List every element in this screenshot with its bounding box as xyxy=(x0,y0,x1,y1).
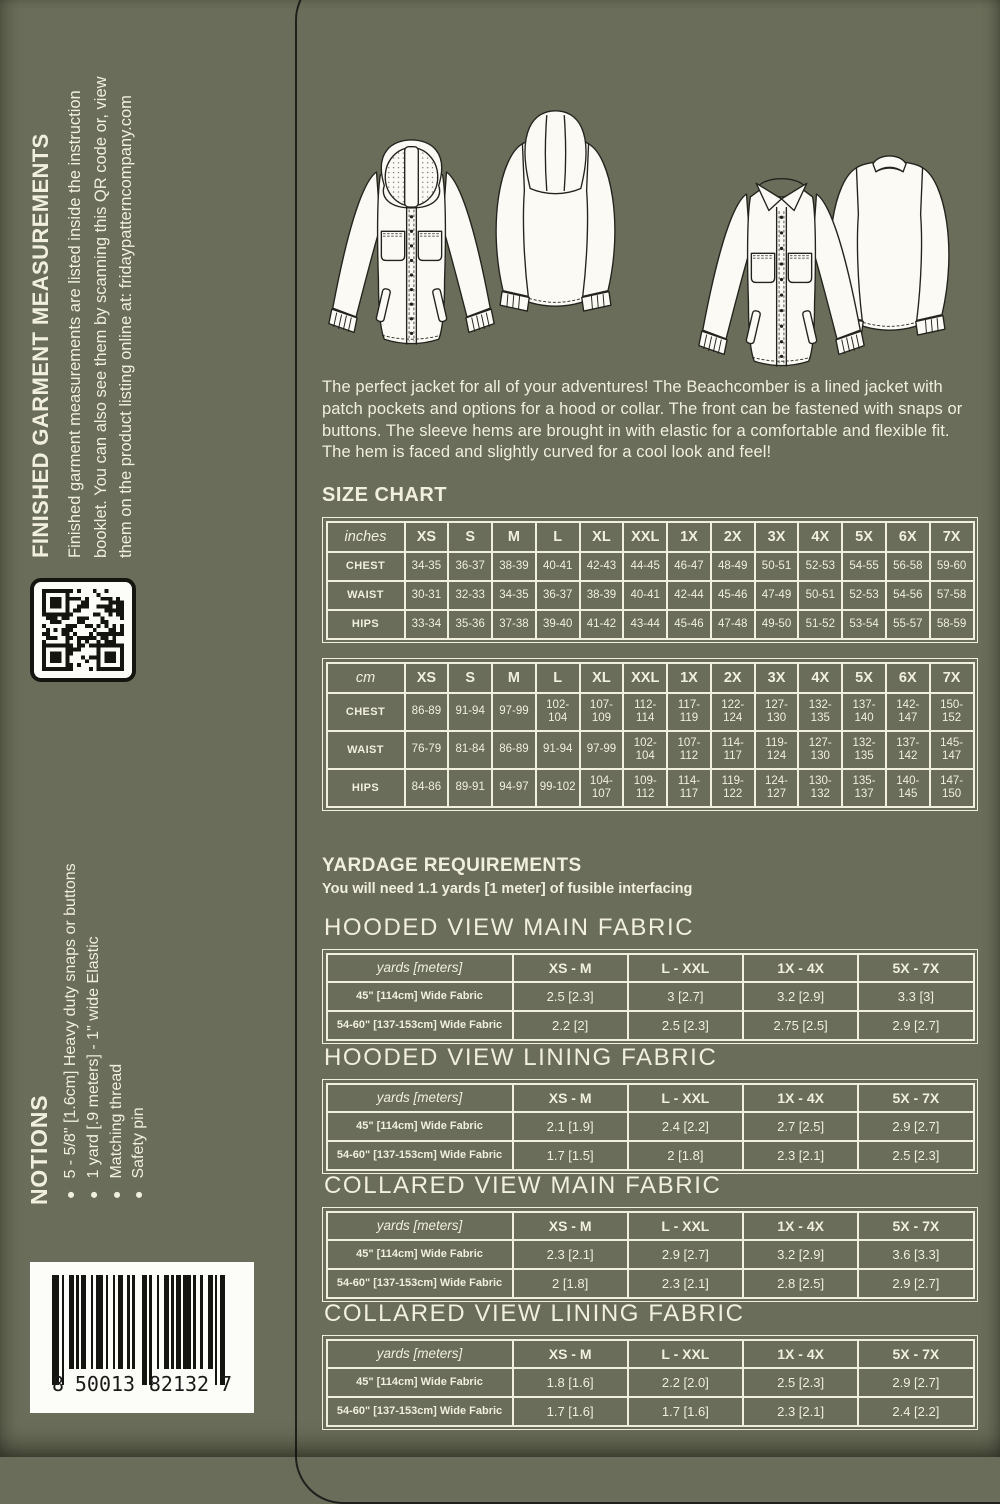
measurement-cell: 76-79 xyxy=(405,731,449,769)
measurement-cell: 50-51 xyxy=(798,581,842,610)
size-row-label: WAIST xyxy=(327,581,405,610)
notions-item: ● Safety pin xyxy=(128,807,150,1199)
yardage-range-cell: 1X - 4X xyxy=(743,1340,858,1368)
notions-item: ● 5 - 5/8" [1.6cm] Heavy duty snaps or buttons xyxy=(60,807,82,1199)
yardage-table xyxy=(322,1207,978,1302)
yardage-range-cell: XS - M xyxy=(513,1340,628,1368)
size-chart-tables xyxy=(322,517,978,811)
yardage-data-row xyxy=(327,1112,974,1141)
yardage-value-cell: 2.9 [2.7] xyxy=(858,1368,973,1397)
measurement-cell: 38-39 xyxy=(580,581,624,610)
yardage-row-label: 45" [114cm] Wide Fabric xyxy=(327,982,513,1011)
measurement-cell: 84-86 xyxy=(405,769,449,807)
yardage-data-row xyxy=(327,1011,974,1040)
measurement-cell: 37-38 xyxy=(492,610,536,639)
size-data-row xyxy=(327,769,974,807)
yardage-section xyxy=(322,914,978,1044)
yardage-row-label: 54-60" [137-153cm] Wide Fabric xyxy=(327,1269,513,1298)
measurement-cell: 45-46 xyxy=(711,581,755,610)
yardage-range-cell: 1X - 4X xyxy=(743,954,858,982)
size-header-cell: 1X xyxy=(667,663,711,693)
measurement-cell: 86-89 xyxy=(492,731,536,769)
yardage-unit-cell: yards [meters] xyxy=(327,1340,513,1368)
measurement-cell: 107-109 xyxy=(580,693,624,731)
measurement-cell: 34-35 xyxy=(492,581,536,610)
yardage-value-cell: 2.4 [2.2] xyxy=(628,1112,743,1141)
measurement-cell: 36-37 xyxy=(448,552,492,581)
yardage-range-cell: 1X - 4X xyxy=(743,1084,858,1112)
yardage-value-cell: 2.2 [2] xyxy=(513,1011,628,1040)
notions-item: ● 1 yard [.9 meters] - 1" wide Elastic xyxy=(83,807,105,1199)
measurement-cell: 104-107 xyxy=(580,769,624,807)
size-chart-title: SIZE CHART xyxy=(322,484,447,506)
qr-code-modules xyxy=(41,589,125,671)
size-data-row xyxy=(327,610,974,639)
size-header-cell: XS xyxy=(405,663,449,693)
yardage-value-cell: 2.3 [2.1] xyxy=(743,1397,858,1426)
yardage-view-title: HOODED VIEW MAIN FABRIC xyxy=(324,914,695,941)
measurement-cell: 132-135 xyxy=(798,693,842,731)
yardage-value-cell: 2.9 [2.7] xyxy=(858,1011,973,1040)
size-chart-grid xyxy=(326,662,975,808)
size-header-cell: 7X xyxy=(930,522,974,552)
yardage-header-row xyxy=(327,954,974,982)
yardage-range-cell: XS - M xyxy=(513,1212,628,1240)
main-panel xyxy=(322,0,978,1457)
yardage-view-title: HOODED VIEW LINING FABRIC xyxy=(324,1044,718,1071)
size-row-label: CHEST xyxy=(327,693,405,731)
size-data-row xyxy=(327,552,974,581)
yardage-section xyxy=(322,1300,978,1430)
yardage-header-row xyxy=(327,1340,974,1368)
size-chart-grid xyxy=(326,521,975,640)
notions-heading: NOTIONS xyxy=(26,1094,52,1205)
measurement-cell: 44-45 xyxy=(623,552,667,581)
measurement-cell: 55-57 xyxy=(886,610,930,639)
size-header-cell: 7X xyxy=(930,663,974,693)
measurement-cell: 97-99 xyxy=(492,693,536,731)
yardage-grid xyxy=(326,953,975,1041)
measurement-cell: 52-53 xyxy=(842,581,886,610)
measurement-cell: 41-42 xyxy=(580,610,624,639)
measurement-cell: 117-119 xyxy=(667,693,711,731)
measurement-cell: 132-135 xyxy=(842,731,886,769)
measurement-cell: 142-147 xyxy=(886,693,930,731)
yardage-data-row xyxy=(327,1397,974,1426)
measurement-cell: 53-54 xyxy=(842,610,886,639)
measurement-cell: 38-39 xyxy=(492,552,536,581)
measurement-cell: 99-102 xyxy=(536,769,580,807)
barcode-gap xyxy=(225,1275,232,1369)
size-row-label: HIPS xyxy=(327,610,405,639)
size-header-cell: L xyxy=(536,663,580,693)
barcode-digits: 8 50013 82132 7 xyxy=(52,1372,232,1396)
measurement-cell: 91-94 xyxy=(448,693,492,731)
yardage-value-cell: 3 [2.7] xyxy=(628,982,743,1011)
yardage-value-cell: 2.5 [2.3] xyxy=(743,1368,858,1397)
yardage-value-cell: 2.9 [2.7] xyxy=(858,1269,973,1298)
measurement-cell: 59-60 xyxy=(930,552,974,581)
size-unit-cell: cm xyxy=(327,663,405,693)
bullet-icon: ● xyxy=(130,1190,147,1199)
measurement-cell: 112-114 xyxy=(623,693,667,731)
measurement-cell: 40-41 xyxy=(623,581,667,610)
yardage-data-row xyxy=(327,982,974,1011)
size-header-cell: M xyxy=(492,663,536,693)
barcode-gap xyxy=(135,1275,142,1369)
yardage-range-cell: XS - M xyxy=(513,954,628,982)
yardage-row-label: 45" [114cm] Wide Fabric xyxy=(327,1368,513,1397)
size-header-cell: 5X xyxy=(842,663,886,693)
barcode-bar xyxy=(52,1275,59,1385)
yardage-row-label: 45" [114cm] Wide Fabric xyxy=(327,1240,513,1269)
yardage-value-cell: 2.3 [2.1] xyxy=(513,1240,628,1269)
measurement-cell: 46-47 xyxy=(667,552,711,581)
measurement-cell: 49-50 xyxy=(755,610,799,639)
measurement-cell: 114-117 xyxy=(667,769,711,807)
yardage-data-row xyxy=(327,1368,974,1397)
measurement-cell: 50-51 xyxy=(755,552,799,581)
yardage-row-label: 54-60" [137-153cm] Wide Fabric xyxy=(327,1011,513,1040)
yardage-value-cell: 3.3 [3] xyxy=(858,982,973,1011)
size-header-cell: 2X xyxy=(711,663,755,693)
measurement-cell: 137-140 xyxy=(842,693,886,731)
measurement-cell: 35-36 xyxy=(448,610,492,639)
yardage-row-label: 54-60" [137-153cm] Wide Fabric xyxy=(327,1141,513,1170)
size-header-cell: XS xyxy=(405,522,449,552)
yardage-value-cell: 2.3 [2.1] xyxy=(628,1269,743,1298)
measurement-cell: 42-43 xyxy=(580,552,624,581)
yardage-unit-cell: yards [meters] xyxy=(327,1212,513,1240)
size-row-label: HIPS xyxy=(327,769,405,807)
size-header-cell: 3X xyxy=(755,522,799,552)
yardage-view-title: COLLARED VIEW MAIN FABRIC xyxy=(324,1172,722,1199)
barcode-bar xyxy=(183,1275,190,1369)
measurement-cell: 124-127 xyxy=(755,769,799,807)
bullet-icon: ● xyxy=(107,1190,124,1199)
measurement-cell: 54-56 xyxy=(886,581,930,610)
yardage-data-row xyxy=(327,1269,974,1298)
yardage-value-cell: 2.2 [2.0] xyxy=(628,1368,743,1397)
size-header-cell: L xyxy=(536,522,580,552)
yardage-data-row xyxy=(327,1141,974,1170)
measurement-cell: 57-58 xyxy=(930,581,974,610)
measurement-cell: 51-52 xyxy=(798,610,842,639)
measurement-cell: 34-35 xyxy=(405,552,449,581)
measurement-cell: 32-33 xyxy=(448,581,492,610)
yardage-header-row xyxy=(327,1212,974,1240)
measurement-cell: 86-89 xyxy=(405,693,449,731)
measurement-cell: 137-142 xyxy=(886,731,930,769)
notions-block xyxy=(26,807,158,1205)
measurement-cell: 48-49 xyxy=(711,552,755,581)
measurement-cell: 130-132 xyxy=(798,769,842,807)
measurement-cell: 81-84 xyxy=(448,731,492,769)
measurement-cell: 52-53 xyxy=(798,552,842,581)
measurement-cell: 122-124 xyxy=(711,693,755,731)
size-header-cell: S xyxy=(448,522,492,552)
finished-measurements-text: Finished garment measurements are listed inside the instruction booklet. You can also see them by scanning this QR code or, view them on the product listing online at: fridaypatterncompany.com xyxy=(66,76,136,558)
measurement-cell: 91-94 xyxy=(536,731,580,769)
size-header-cell: XL xyxy=(580,522,624,552)
yardage-value-cell: 1.8 [1.6] xyxy=(513,1368,628,1397)
yardage-subtitle: You will need 1.1 yards [1 meter] of fusible interfacing xyxy=(322,881,693,897)
barcode-bar xyxy=(96,1275,103,1369)
barcode xyxy=(30,1262,254,1413)
measurement-cell: 47-48 xyxy=(711,610,755,639)
yardage-range-cell: L - XXL xyxy=(628,1340,743,1368)
bullet-icon: ● xyxy=(62,1190,78,1199)
yardage-value-cell: 3.2 [2.9] xyxy=(743,982,858,1011)
yardage-range-cell: 5X - 7X xyxy=(858,1340,973,1368)
measurement-cell: 89-91 xyxy=(448,769,492,807)
measurement-cell: 56-58 xyxy=(886,552,930,581)
size-header-cell: XXL xyxy=(623,522,667,552)
measurement-cell: 119-124 xyxy=(755,731,799,769)
measurement-cell: 147-150 xyxy=(930,769,974,807)
pattern-description: The perfect jacket for all of your adventures! The Beachcomber is a lined jacket with patch pockets and options for a hood or collar. The front can be fastened with snaps or buttons. The sleeve hems are brought in with elastic for a comfortable and flexible fit. The hem is faced and slightly curved for a cool look and feel! xyxy=(322,378,963,462)
size-header-row xyxy=(327,522,974,552)
measurement-cell: 58-59 xyxy=(930,610,974,639)
yardage-row-label: 54-60" [137-153cm] Wide Fabric xyxy=(327,1397,513,1426)
yardage-value-cell: 2.8 [2.5] xyxy=(743,1269,858,1298)
yardage-unit-cell: yards [meters] xyxy=(327,1084,513,1112)
yardage-range-cell: 5X - 7X xyxy=(858,1084,973,1112)
measurement-cell: 45-46 xyxy=(667,610,711,639)
qr-code-icon xyxy=(30,578,136,682)
measurement-cell: 54-55 xyxy=(842,552,886,581)
yardage-range-cell: 5X - 7X xyxy=(858,954,973,982)
yardage-value-cell: 2.1 [1.9] xyxy=(513,1112,628,1141)
size-header-cell: M xyxy=(492,522,536,552)
size-header-cell: 1X xyxy=(667,522,711,552)
yardage-value-cell: 2.9 [2.7] xyxy=(858,1112,973,1141)
measurement-cell: 97-99 xyxy=(580,731,624,769)
yardage-value-cell: 2.4 [2.2] xyxy=(858,1397,973,1426)
yardage-value-cell: 1.7 [1.6] xyxy=(628,1397,743,1426)
notions-item: ● Matching thread xyxy=(106,807,128,1199)
yardage-range-cell: L - XXL xyxy=(628,954,743,982)
measurement-cell: 107-112 xyxy=(667,731,711,769)
yardage-value-cell: 2 [1.8] xyxy=(513,1269,628,1298)
yardage-section xyxy=(322,1044,978,1174)
measurement-cell: 42-44 xyxy=(667,581,711,610)
yardage-unit-cell: yards [meters] xyxy=(327,954,513,982)
size-unit-cell: inches xyxy=(327,522,405,552)
yardage-value-cell: 2.9 [2.7] xyxy=(628,1240,743,1269)
size-row-label: CHEST xyxy=(327,552,405,581)
yardage-range-cell: L - XXL xyxy=(628,1084,743,1112)
measurement-cell: 135-137 xyxy=(842,769,886,807)
yardage-table xyxy=(322,1079,978,1174)
yardage-value-cell: 3.6 [3.3] xyxy=(858,1240,973,1269)
measurement-cell: 127-130 xyxy=(798,731,842,769)
size-header-cell: 6X xyxy=(886,663,930,693)
yardage-grid xyxy=(326,1339,975,1427)
measurement-cell: 30-31 xyxy=(405,581,449,610)
measurement-cell: 127-130 xyxy=(755,693,799,731)
hooded-view-back-illustration xyxy=(468,103,643,321)
yardage-header-row xyxy=(327,1084,974,1112)
yardage-title: YARDAGE REQUIREMENTS xyxy=(322,855,582,876)
measurement-cell: 145-147 xyxy=(930,731,974,769)
yardage-row-label: 45" [114cm] Wide Fabric xyxy=(327,1112,513,1141)
yardage-data-row xyxy=(327,1240,974,1269)
size-header-cell: 3X xyxy=(755,663,799,693)
notions-list xyxy=(60,807,150,1205)
yardage-range-cell: 5X - 7X xyxy=(858,1212,973,1240)
size-header-cell: 5X xyxy=(842,522,886,552)
size-data-row xyxy=(327,693,974,731)
yardage-value-cell: 2.5 [2.3] xyxy=(513,982,628,1011)
yardage-value-cell: 2.5 [2.3] xyxy=(858,1141,973,1170)
measurement-cell: 102-104 xyxy=(536,693,580,731)
collared-view-front-illustration xyxy=(694,159,869,377)
yardage-value-cell: 2.3 [2.1] xyxy=(743,1141,858,1170)
measurement-cell: 150-152 xyxy=(930,693,974,731)
yardage-value-cell: 1.7 [1.5] xyxy=(513,1141,628,1170)
garment-illustrations xyxy=(322,85,978,365)
barcode-bars xyxy=(52,1275,232,1369)
yardage-grid xyxy=(326,1083,975,1171)
yardage-table xyxy=(322,949,978,1044)
yardage-value-cell: 2.7 [2.5] xyxy=(743,1112,858,1141)
measurement-cell: 40-41 xyxy=(536,552,580,581)
yardage-range-cell: XS - M xyxy=(513,1084,628,1112)
yardage-value-cell: 2.75 [2.5] xyxy=(743,1011,858,1040)
yardage-value-cell: 2 [1.8] xyxy=(628,1141,743,1170)
measurement-cell: 119-122 xyxy=(711,769,755,807)
size-header-cell: 2X xyxy=(711,522,755,552)
measurement-cell: 94-97 xyxy=(492,769,536,807)
size-header-cell: 6X xyxy=(886,522,930,552)
yardage-value-cell: 2.5 [2.3] xyxy=(628,1011,743,1040)
measurement-cell: 39-40 xyxy=(536,610,580,639)
yardage-value-cell: 3.2 [2.9] xyxy=(743,1240,858,1269)
measurement-cell: 114-117 xyxy=(711,731,755,769)
size-chart-table-cm xyxy=(322,658,978,811)
yardage-view-title: COLLARED VIEW LINING FABRIC xyxy=(324,1300,745,1327)
yardage-range-cell: L - XXL xyxy=(628,1212,743,1240)
measurement-cell: 47-49 xyxy=(755,581,799,610)
yardage-section xyxy=(322,1172,978,1302)
measurement-cell: 102-104 xyxy=(623,731,667,769)
size-chart-table-inches xyxy=(322,517,978,643)
measurement-cell: 140-145 xyxy=(886,769,930,807)
size-header-row xyxy=(327,663,974,693)
measurement-cell: 36-37 xyxy=(536,581,580,610)
bullet-icon: ● xyxy=(84,1190,101,1199)
size-header-cell: 4X xyxy=(798,663,842,693)
size-header-cell: S xyxy=(448,663,492,693)
size-header-cell: XXL xyxy=(623,663,667,693)
measurement-cell: 33-34 xyxy=(405,610,449,639)
size-header-cell: XL xyxy=(580,663,624,693)
measurement-cell: 109-112 xyxy=(623,769,667,807)
size-row-label: WAIST xyxy=(327,731,405,769)
size-data-row xyxy=(327,581,974,610)
finished-measurements-block xyxy=(28,43,146,558)
yardage-table xyxy=(322,1335,978,1430)
yardage-grid xyxy=(326,1211,975,1299)
size-header-cell: 4X xyxy=(798,522,842,552)
finished-measurements-heading: FINISHED GARMENT MEASUREMENTS xyxy=(28,133,53,558)
yardage-value-cell: 1.7 [1.6] xyxy=(513,1397,628,1426)
yardage-range-cell: 1X - 4X xyxy=(743,1212,858,1240)
size-data-row xyxy=(327,731,974,769)
measurement-cell: 43-44 xyxy=(623,610,667,639)
